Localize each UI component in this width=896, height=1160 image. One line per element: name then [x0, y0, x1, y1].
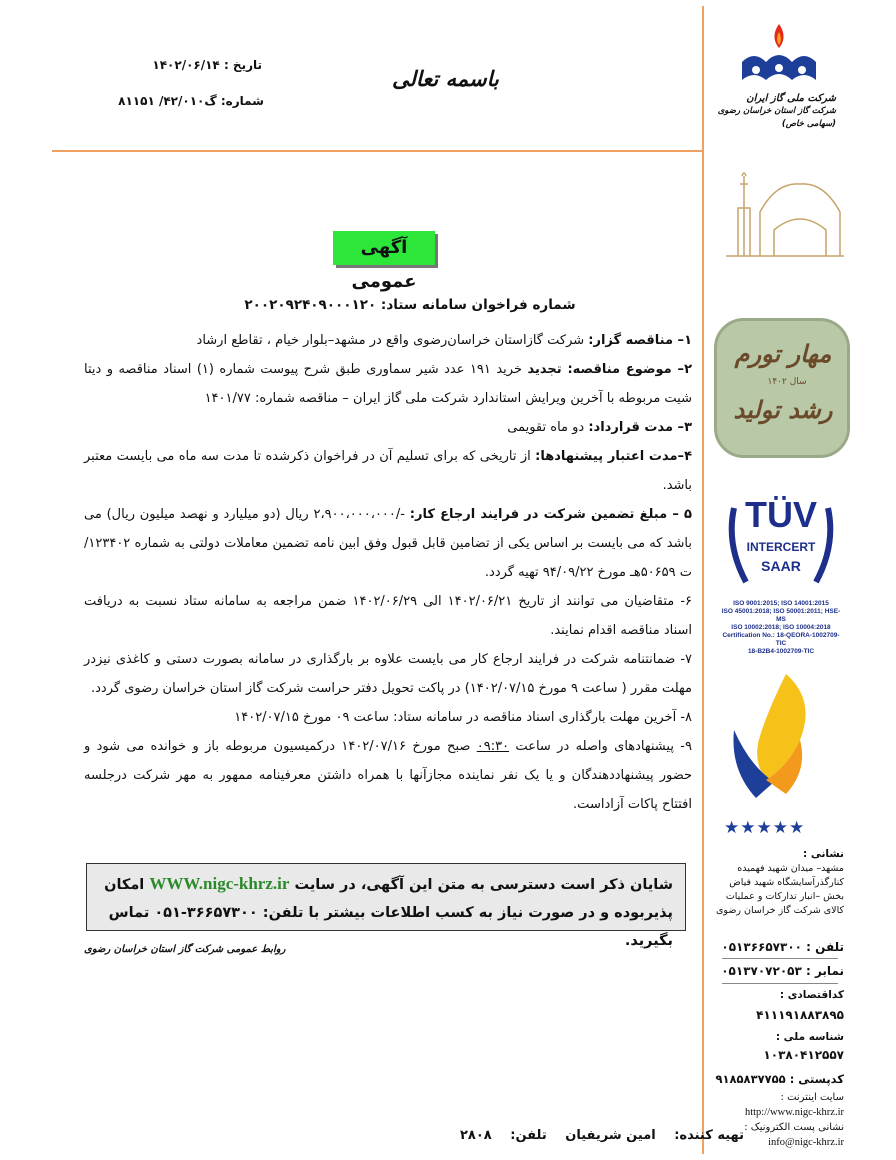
- number-value: گ۴۲/۰۱۰/ ۸۱۱۵۱: [118, 94, 217, 108]
- company-name: [712, 92, 836, 131]
- item-9: [84, 732, 692, 819]
- box-website-link[interactable]: WWW.nigc-khrz.ir: [149, 874, 290, 893]
- number-label: شماره:: [220, 94, 264, 108]
- item-2: [84, 355, 692, 413]
- address-label: نشانی :: [803, 848, 844, 860]
- item-4: [84, 442, 692, 500]
- item-5: [84, 500, 692, 587]
- web-label: سایت اینترنت :: [780, 1092, 844, 1103]
- slogan-badge: [714, 318, 850, 458]
- phone-row: [712, 940, 844, 955]
- item-text: خرید ۱۹۱ عدد شیر سماوری طبق شرح پیوست شماره (۱) اسناد مناقصه و دیتا شیت مربوطه با آخرین ویرایش استاندارد شرکت ملی گاز ایران – مناقصه شماره: ۱۴۰۱/۷۷: [84, 362, 692, 406]
- econ-code: [712, 988, 844, 1023]
- number-line: [118, 94, 264, 108]
- item-text: ۷- ضمانتنامه شرکت در فرایند ارجاع کار می بایست علاوه بر بارگذاری در سامانه بصورت دستی و کاغذی نیزدر مهلت مقرر ( ساعت ۹ مورخ ۱۴۰۲/۰۷/۱۵) در پاکت تحویل دفتر حراست شرکت گاز استان خراسان رضوی گردد.: [84, 652, 692, 696]
- prepared-by-label: تهیه کننده:: [674, 1128, 744, 1143]
- fax-value: ۰۵۱۳۷۰۷۲۰۵۳: [721, 964, 802, 978]
- iso-line: 18-B2B4-1002709-TIC: [747, 648, 815, 655]
- header-divider: [52, 150, 702, 152]
- item-text: -/۲،۹۰۰،۰۰۰،۰۰۰ ریال (دو میلیارد و نهصد میلیون ریال) می باشد که می بایست بر اساس یکی از تضامین قابل قبول وفق ابین نامه تضمین معاملات دولتی به شماره ۱۲۳۴۰۲/ت ۵۰۶۵۹هـ مورخ ۹۴/۰۹/۲۲ تهیه گردد.: [84, 507, 692, 580]
- slogan-line2: رشد تولید: [733, 395, 833, 424]
- website-notice-box: [86, 863, 686, 949]
- tuv-logo: [716, 490, 846, 600]
- shrine-illustration: [716, 168, 846, 260]
- item-label: ۵ – مبلغ تضمین شرکت در فرایند ارجاع کار:: [409, 507, 692, 522]
- item-text: صبح مورخ ۱۴۰۲/۰۷/۱۶ درکمیسیون مربوطه باز و خوانده می شود و حضور پیشنهاددهندگان و یا یک نفر نماینده مجازآنها با همراه داشتن معرفینامه ممهور به مهر شرکت درجلسه افتتاح پاکات آزاداست.: [84, 739, 692, 812]
- item-text: ۸- آخرین مهلت بارگذاری اسناد مناقصه در سامانه ستاد: ساعت ۰۹ مورخ ۱۴۰۲/۰۷/۱۵: [234, 710, 692, 725]
- item-label: ۴–مدت اعتبار پیشنهادها:: [535, 449, 692, 464]
- item-text: از تاریخی که برای تسلیم آن در فراخوان ذکرشده تا مدت سه ماه می بایست معتبر باشد.: [84, 449, 692, 493]
- item-text: ۶- متقاضیان می توانند از تاریخ ۱۴۰۲/۰۶/۲۱ الی ۱۴۰۲/۰۶/۲۹ ضمن مراجعه به سامانه ستاد نسبت به دریافت اسناد مناقصه اقدام نمایند.: [84, 594, 692, 638]
- phone-label: تلفن :: [806, 940, 844, 954]
- slogan-line1: مهار تورم: [734, 339, 832, 368]
- item-text: دو ماه تقویمی: [507, 420, 589, 435]
- slogan-year: سال ۱۴۰۲: [767, 377, 807, 387]
- fax-label: نمابر :: [805, 964, 844, 978]
- address-text: مشهد– میدان شهید فهمیده کنارگذرآسایشگاه شهید فیاض بخش –انبار تدارکات و عملیات کالای شرکت گاز خراسان رضوی: [716, 863, 844, 916]
- address-block: [712, 847, 844, 918]
- date-line: [150, 58, 262, 72]
- excellence-award-logo: [726, 670, 836, 820]
- notice-body: [84, 326, 692, 819]
- company-name-line1: شرکت ملی گاز ایران: [746, 93, 836, 104]
- footer-phone-label: تلفن:: [510, 1128, 547, 1143]
- public-relations-note: روابط عمومی شرکت گاز استان خراسان رضوی: [84, 944, 286, 955]
- item-1: [84, 326, 692, 355]
- basmala: باسمه تعالی: [392, 66, 499, 91]
- opening-time: ۰۹:۳۰: [476, 739, 510, 754]
- email-link[interactable]: info@nigc-khrz.ir: [768, 1137, 844, 1148]
- vertical-divider: [702, 6, 704, 1154]
- item-8: [84, 703, 692, 732]
- postal-label: کدپستی :: [789, 1072, 844, 1086]
- item-7: [84, 645, 692, 703]
- website-link[interactable]: http://www.nigc-khrz.ir: [744, 1107, 844, 1118]
- divider: [722, 958, 838, 959]
- box-line-1: [99, 870, 673, 899]
- tuv-text: TÜV: [745, 494, 817, 535]
- date-value: ۱۴۰۲/۰۶/۱۴: [152, 58, 220, 72]
- email-label: نشانی پست الکترونیک :: [744, 1122, 844, 1133]
- company-name-line2: شرکت گاز استان خراسان رضوی (سهامی خاص): [717, 106, 836, 129]
- national-value: ۱۰۳۸۰۴۱۲۵۵۷: [763, 1048, 844, 1062]
- econ-value: ۴۱۱۱۹۱۸۸۳۸۹۵: [756, 1008, 844, 1022]
- iso-list: [718, 600, 844, 656]
- item-text: ۹- پیشنهادهای واصله در ساعت: [509, 739, 692, 754]
- box-line-2: پذیربوده و در صورت نیاز به کسب اطلاعات بیشتر با تلفن: ۳۶۶۵۷۳۰۰-۰۵۱ تماس بگیرید.: [108, 905, 673, 949]
- box-text: شایان ذکر است دسترسی به متن این آگهی، در سایت: [289, 877, 673, 893]
- item-label: ۲– موضوع مناقصه:: [567, 362, 692, 377]
- prepared-by-name: امین شریفیان: [565, 1128, 656, 1143]
- econ-label: کداقتصادی :: [779, 989, 844, 1001]
- saar-text: SAAR: [761, 558, 801, 574]
- item-bold: تجدید: [527, 362, 568, 377]
- box-text: امکان: [104, 877, 150, 893]
- nigc-logo: [734, 22, 824, 94]
- iso-line: ISO 45001:2018; ISO 50001:2011; HSE-MS: [721, 608, 841, 623]
- item-6: [84, 587, 692, 645]
- intercert-text: INTERCERT: [746, 540, 816, 554]
- item-label: ۱– مناقصه گزار:: [588, 333, 692, 348]
- item-3: [84, 413, 692, 442]
- item-text: شرکت گازاستان خراسان‌رضوی واقع در مشهد–بلوار خیام ، تقاطع ارشاد: [196, 333, 589, 348]
- fax-row: [712, 964, 844, 979]
- national-id: [712, 1030, 844, 1063]
- postal-row: [712, 1072, 844, 1087]
- iso-line: ISO 9001:2015; ISO 14001:2015: [733, 600, 829, 607]
- iso-line: ISO 10002:2018; ISO 10004:2018: [731, 624, 831, 631]
- national-label: شناسه ملی :: [775, 1031, 844, 1043]
- star-rating: ★★★★★: [724, 818, 806, 838]
- item-label: ۳– مدت قرارداد:: [588, 420, 692, 435]
- iso-line: Certification No.: 18-QEORA-1002709-TIC: [722, 632, 840, 647]
- phone-value: ۰۵۱۳۶۶۵۷۳۰۰: [721, 940, 802, 954]
- footer-preparer: [446, 1128, 744, 1143]
- footer-phone-value: ۲۸۰۸: [460, 1128, 492, 1143]
- notice-title: آگهی عمومی: [333, 231, 435, 265]
- postal-value: ۹۱۸۵۸۳۷۷۵۵: [715, 1072, 786, 1086]
- divider: [722, 983, 838, 984]
- tender-call-number: شماره فراخوان سامانه ستاد: ۲۰۰۲۰۹۲۴۰۹۰۰۰۱۲۰: [244, 297, 576, 313]
- date-label: تاریخ :: [223, 58, 262, 72]
